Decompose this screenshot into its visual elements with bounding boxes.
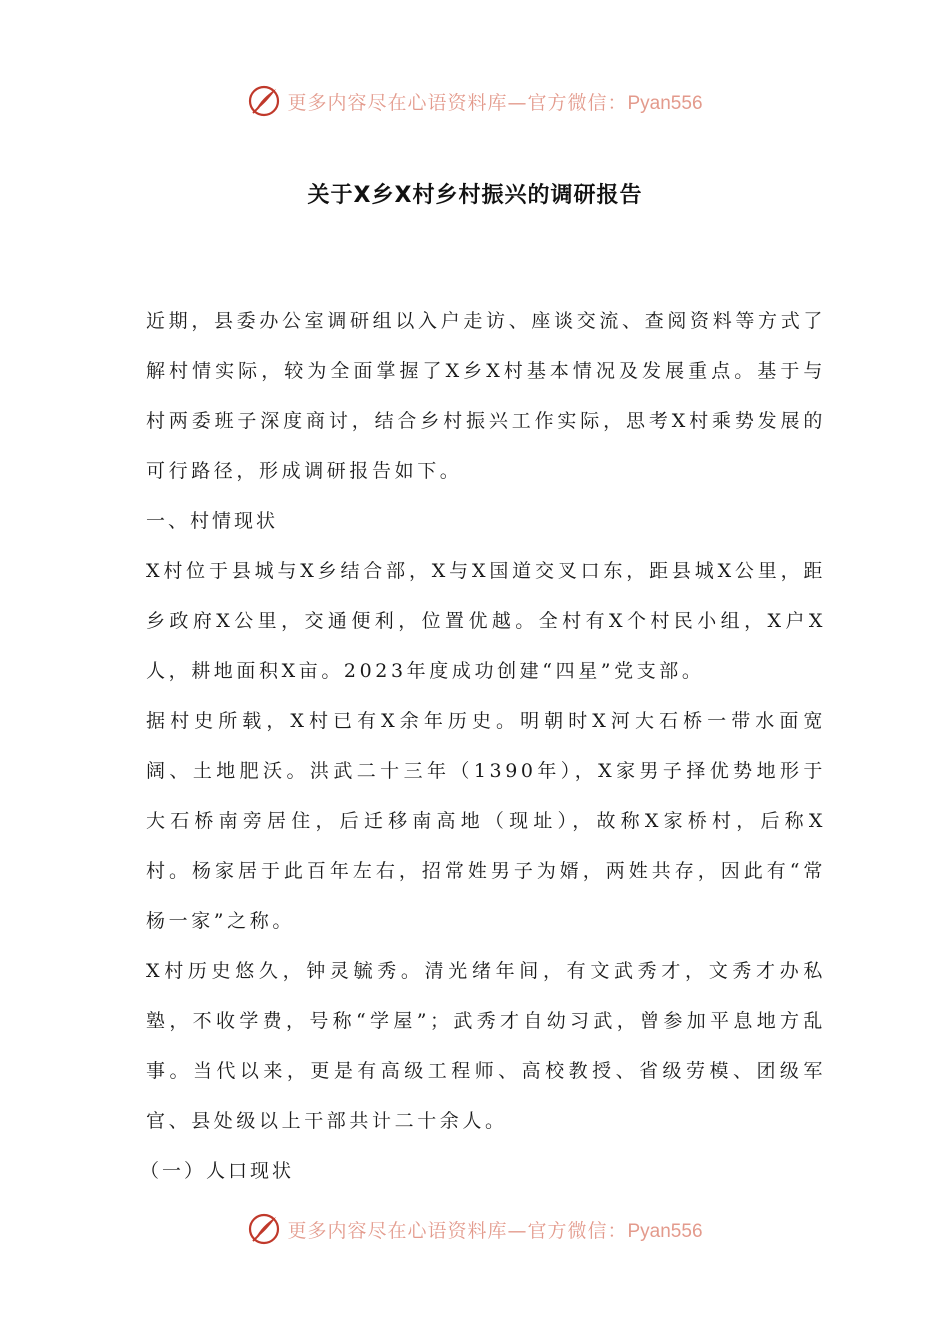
intro-paragraph: 近期，县委办公室调研组以入户走访、座谈交流、查阅资料等方式了解村情实际，较为全面掌握了X乡X村基本情况及发展重点。基于与村两委班子深度商讨，结合乡村振兴工作实际，思考X村乘势发展的可行路径，形成调研报告如下。: [146, 310, 826, 482]
document-body: [140, 296, 826, 1196]
paragraph-location: X村位于县城与X乡结合部，X与X国道交叉口东，距县城X公里，距乡政府X公里，交通便利，位置优越。全村有X个村民小组，X户X人，耕地面积X亩。2023年度成功创建“四星”党支部。: [146, 560, 826, 682]
quill-logo-icon: [247, 1212, 281, 1246]
header-watermark: [0, 84, 950, 118]
document-title: 关于X乡X村乡村振兴的调研报告: [307, 183, 643, 208]
footer-watermark: [0, 1212, 950, 1246]
section-heading-village-status: 一、村情现状: [146, 510, 279, 532]
paragraph-talents: X村历史悠久，钟灵毓秀。清光绪年间，有文武秀才，文秀才办私塾，不收学费，号称“学屋”；武秀才自幼习武，曾参加平息地方乱事。当代以来，更是有高级工程师、高校教授、省级劳模、团级军官、县处级以上干部共计二十余人。: [146, 960, 826, 1132]
quill-logo-icon: [247, 84, 281, 118]
paragraph-history: 据村史所载，X村已有X余年历史。明朝时X河大石桥一带水面宽阔、土地肥沃。洪武二十三年（1390年），X家男子择优势地形于大石桥南旁居住，后迁移南高地（现址），故称X家桥村，后称X村。杨家居于此百年左右，招常姓男子为婿，两姓共存，因此有“常杨一家”之称。: [146, 710, 826, 932]
subsection-heading-population: （一）人口现状: [140, 1160, 295, 1182]
watermark-text: 更多内容尽在心语资料库—官方微信：: [287, 91, 628, 114]
watermark-text: 更多内容尽在心语资料库—官方微信：: [287, 1219, 628, 1242]
watermark-wechat-id: Pyan556: [627, 92, 703, 114]
watermark-wechat-id: Pyan556: [627, 1220, 703, 1242]
